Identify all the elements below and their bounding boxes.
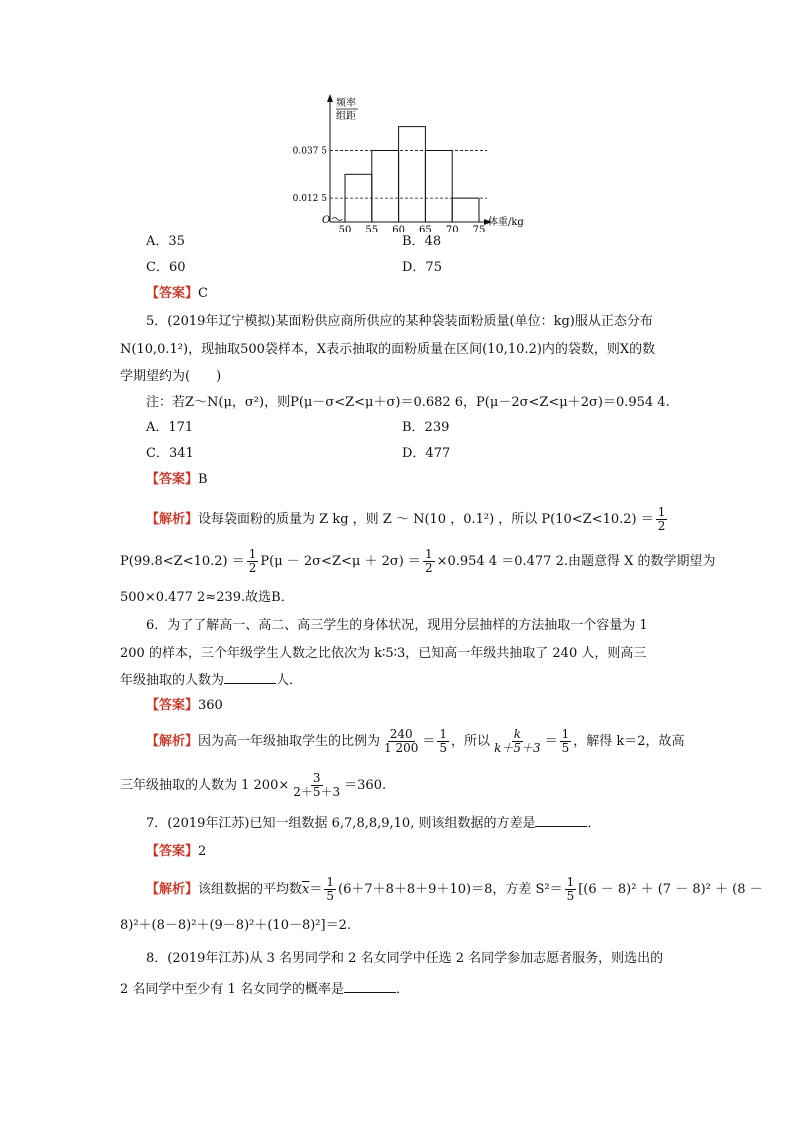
y-axis-label-bottom: 组距	[336, 111, 356, 122]
q7-solution-line1	[146, 876, 763, 903]
fraction: $\frac{3}{2+5+3}$	[293, 771, 341, 799]
fill-blank	[224, 671, 276, 684]
y-ref-label: 0.037 5	[292, 146, 327, 157]
histogram-reference-lines	[293, 146, 487, 204]
solution-tag: 【解析】	[146, 512, 199, 527]
solution-text: [(6 － 8)² ＋ (7 － 8)² ＋ (8 －	[578, 882, 763, 897]
q4-option-d: D．75	[402, 260, 442, 275]
q4-option-a: A．35	[146, 234, 185, 249]
q7-solution-line2: 8)²＋(8－8)²＋(9－8)²＋(10－8)²]＝2.	[120, 918, 351, 933]
solution-text: ，所以	[451, 734, 491, 749]
stem-text: 人．	[276, 673, 303, 688]
q5-option-d: D．477	[402, 446, 451, 461]
y-ref-label: 0.012 5	[292, 194, 327, 205]
stem-text: ．	[587, 816, 601, 831]
q8-stem-line1: 8．(2019年江苏)从 3 名男同学和 2 名女同学中任选 2 名同学参加志愿者服务，则选出的	[146, 951, 664, 966]
histogram-labels	[322, 96, 524, 228]
fraction: $\frac{1}{5}$	[326, 875, 335, 903]
q5-option-c: C．341	[146, 446, 194, 461]
x-bar: $\overline{x}$	[302, 882, 310, 897]
fraction: $\frac{1}{5}$	[561, 727, 570, 755]
histogram-bar	[452, 198, 479, 222]
answer-tag: 【答案】	[146, 698, 199, 713]
q6-solution-line2	[120, 772, 386, 799]
q4-option-c: C．60	[146, 260, 186, 275]
q5-stem-line1: 5．(2019年辽宁模拟)某面粉供应商所供应的某种袋装面粉质量(单位：kg)服从正态分布	[146, 314, 653, 329]
q7-stem	[146, 814, 600, 833]
x-tick-label: 60	[392, 225, 405, 232]
x-axis-label: 体重/kg	[488, 217, 524, 228]
solution-tag: 【解析】	[146, 882, 199, 897]
answer-value: 360	[198, 698, 223, 713]
fraction: $\frac{k}{k+5+3}$	[494, 727, 541, 755]
fraction: $\frac{1}{2}$	[657, 505, 666, 533]
q6-solution-line1	[146, 728, 685, 755]
q5-solution-line3: 500×0.477 2≈239.故选B．	[120, 590, 294, 605]
answer-value: B	[198, 472, 208, 487]
y-axis-arrow	[327, 94, 333, 102]
solution-text: 该组数据的平均数	[198, 882, 303, 897]
fraction: $\frac{1}{5}$	[439, 727, 448, 755]
answer-value: C	[198, 286, 208, 301]
solution-text: ＝	[544, 734, 558, 749]
solution-text: (6＋7＋8＋8＋9＋10)＝8，方差 S²＝	[338, 882, 563, 897]
x-tick-label: 75	[472, 225, 486, 232]
solution-text: 因为高一年级抽取学生的比例为	[198, 734, 381, 749]
x-tick-label: 70	[445, 225, 459, 232]
q5-solution-line2	[120, 548, 716, 575]
q5-stem-line2: N(10,0.1²)，现抽取500袋样本，X表示抽取的面粉质量在区间(10,10.2)内的袋数，则X的数	[120, 342, 656, 357]
answer-tag: 【答案】	[146, 844, 199, 859]
histogram-bar	[399, 127, 426, 222]
histogram-bars	[345, 127, 479, 222]
solution-text: 三年级抽取的人数为 1 200×	[120, 778, 290, 793]
solution-text: P(μ － 2σ<Z<μ ＋ 2σ) ＝	[260, 554, 421, 569]
histogram-x-ticks	[339, 225, 486, 232]
solution-text: P(99.8<Z<10.2) ＝	[120, 554, 245, 569]
solution-text: ＝	[309, 882, 323, 897]
answer-tag: 【答案】	[146, 472, 199, 487]
stem-text: ．	[395, 982, 409, 997]
q5-option-b: B．239	[402, 420, 450, 435]
origin-label: O	[322, 215, 331, 226]
fill-blank	[535, 814, 587, 827]
histogram-bar	[425, 150, 452, 222]
fill-blank	[344, 980, 396, 993]
fraction: $\frac{1}{2}$	[424, 547, 433, 575]
stem-text: 2 名同学中至少有 1 名女同学的概率是	[120, 982, 344, 997]
q6-stem-line1: 6．为了了解高一、高二、高三学生的身体状况，现用分层抽样的方法抽取一个容量为 1	[146, 618, 648, 633]
fraction: $\frac{1}{2}$	[248, 547, 257, 575]
q4-option-b: B．48	[402, 234, 442, 249]
q5-option-a: A．171	[146, 420, 194, 435]
stem-text: 年级抽取的人数为	[120, 673, 225, 688]
fraction: $\frac{1}{5}$	[566, 875, 575, 903]
q8-stem-line2	[120, 980, 409, 999]
solution-text: ×0.954 4 ＝0.477 2.由题意得 X 的数学期望为	[436, 554, 716, 569]
q6-stem-line2: 200 的样本，三个年级学生人数之比依次为 k∶5∶3，已知高一年级共抽取了 240 人，则高三	[120, 646, 647, 661]
y-axis-label-top: 频率	[336, 98, 356, 109]
answer-tag: 【答案】	[146, 286, 199, 301]
fraction: $\frac{240}{1 200}$	[384, 727, 419, 755]
q5-note: 注：若Z～N(μ，σ²)，则P(μ－σ<Z<μ＋σ)＝0.682 6，P(μ－2σ<Z<μ＋2σ)＝0.954 4.	[146, 395, 670, 410]
answer-value: 2	[198, 844, 207, 859]
solution-text: ＝360.	[344, 778, 387, 793]
solution-tag: 【解析】	[146, 734, 199, 749]
axis-break-mark	[332, 218, 342, 221]
q6-answer	[146, 697, 223, 715]
q5-stem-line3: 学期望约为( )	[120, 369, 222, 384]
solution-text: ，解得 k＝2，故高	[573, 734, 685, 749]
x-tick-label: 55	[365, 225, 379, 232]
x-tick-label: 65	[419, 225, 432, 232]
solution-text: 设每袋面粉的质量为 Z kg ，则 Z ～ N(10 ，0.1²) ，所以 P(10<Z<10.2) ＝	[198, 512, 654, 527]
x-tick-label: 50	[338, 225, 352, 232]
q5-answer	[146, 471, 208, 489]
q4-answer	[146, 285, 208, 303]
solution-text: ＝	[422, 734, 436, 749]
histogram-chart	[290, 92, 530, 232]
stem-text: 7．(2019年江苏)已知一组数据 6,7,8,8,9,10, 则该组数据的方差是	[146, 816, 536, 831]
q5-solution-line1	[146, 506, 669, 533]
q7-answer	[146, 843, 206, 861]
histogram-bar	[372, 150, 399, 222]
q6-stem-line3	[120, 671, 302, 690]
